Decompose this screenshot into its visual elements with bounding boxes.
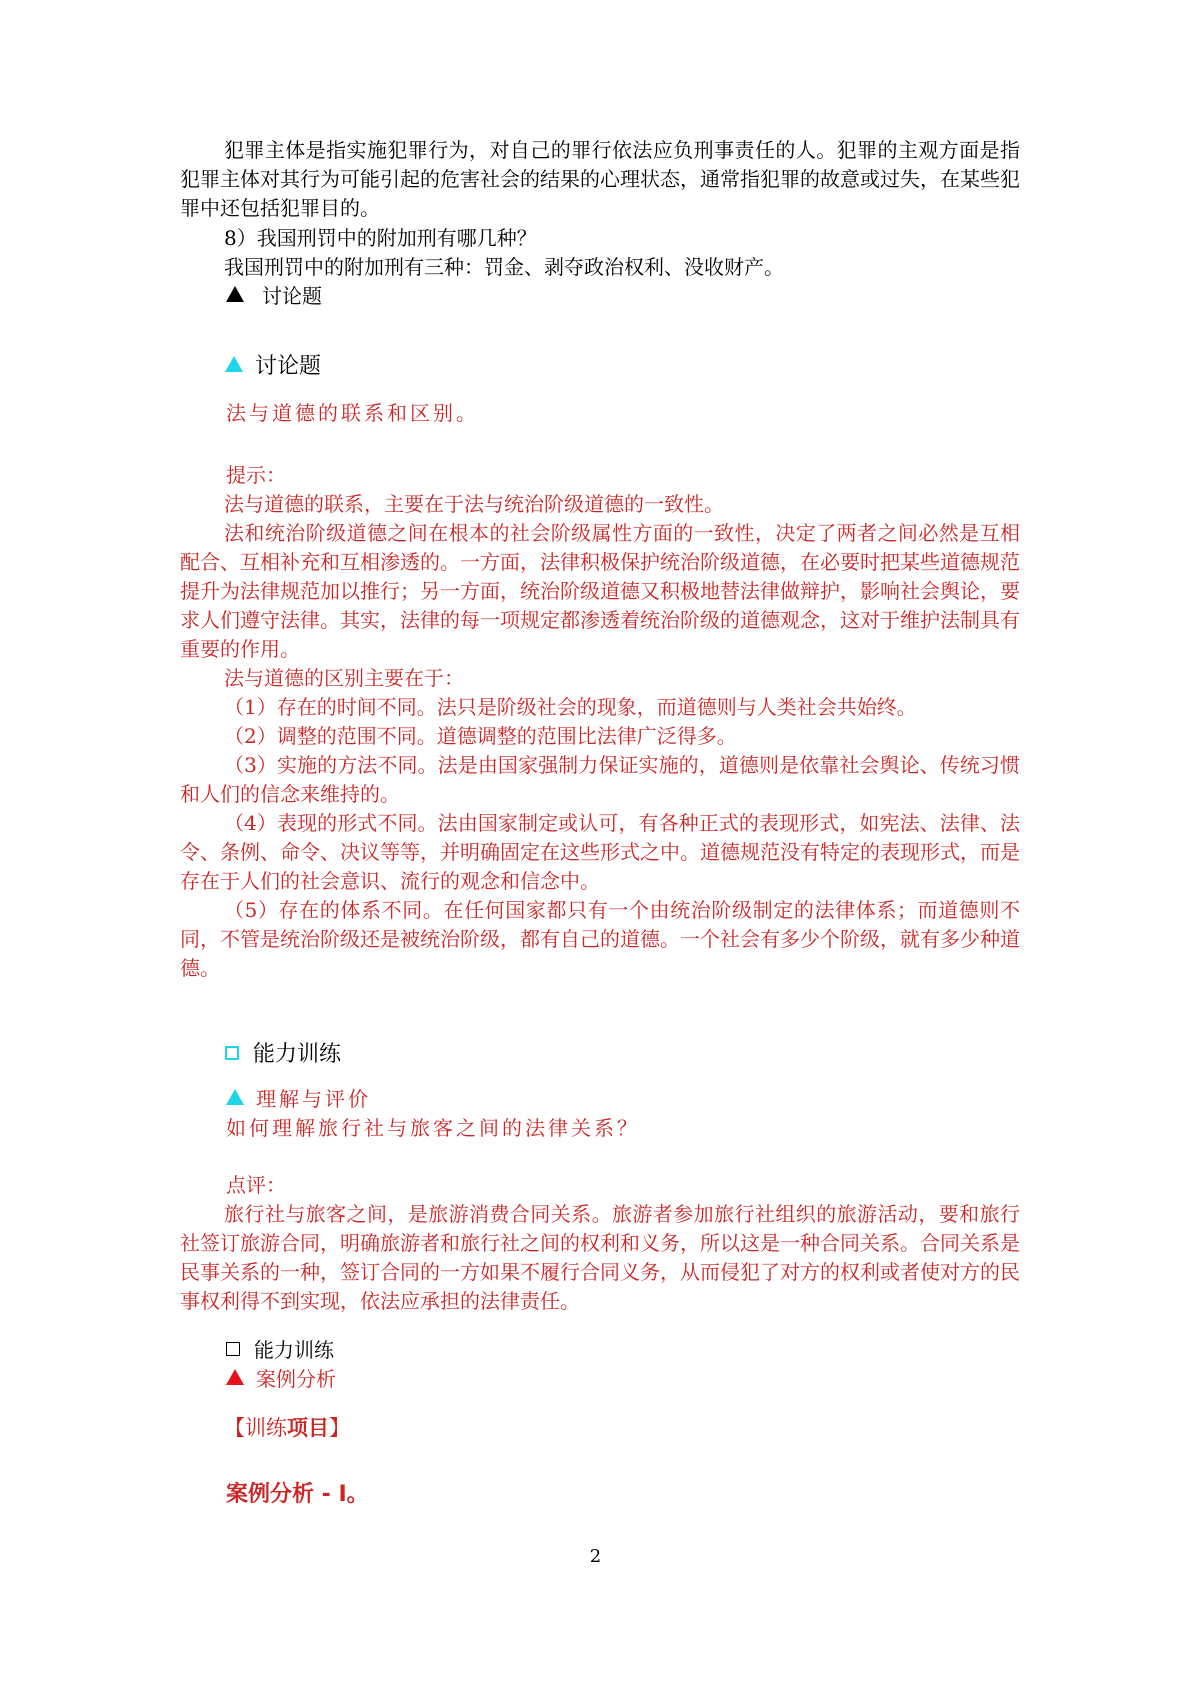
crime-subject-paragraph: 犯罪主体是指实施犯罪行为，对自己的罪行依法应负刑事责任的人。犯罪的主观方面是指犯罪主体对其行为可能引起的危害社会的结果的心理状态，通常指犯罪的故意或过失，在某些犯罪中还包括犯罪目的。 [180, 138, 1020, 220]
difference-item: （3）实施的方法不同。法是由国家强制力保证实施的，道德则是依靠社会舆论、传统习惯和人们的信念来维持的。 [180, 753, 1020, 806]
difference-item: （2）调整的范围不同。道德调整的范围比法律广泛得多。 [224, 724, 737, 748]
understanding-subheading [226, 1085, 371, 1114]
discussion-marker-label: 讨论题 [262, 284, 322, 308]
training-project-close: 】 [329, 1416, 350, 1440]
training-project-bold: 项目 [287, 1416, 329, 1440]
ability-training-heading-label: 能力训练 [253, 1042, 342, 1067]
ability-training-2-heading [226, 1336, 334, 1365]
travel-question: 如何理解旅行社与旅客之间的法律关系？ [226, 1116, 640, 1140]
ability-training-heading [225, 1040, 341, 1070]
red-triangle-icon [226, 1369, 244, 1385]
cyan-triangle-icon [225, 356, 243, 372]
discussion-heading [225, 352, 321, 382]
page-number: 2 [589, 1546, 602, 1567]
training-project-open: 【训练 [224, 1416, 287, 1440]
case-analysis-subheading [226, 1365, 336, 1394]
comment-label: 点评： [226, 1173, 286, 1197]
difference-intro: 法与道德的区别主要在于： [224, 666, 464, 690]
link-paragraph: 法和统治阶级道德之间在根本的社会阶级属性方面的一致性，决定了两者之间必然是互相配合、互相补充和互相渗透的。一方面，法律积极保护统治阶级道德，在必要时把某些道德规范提升为法律规范加以推行；另一方面，统治阶级道德又积极地替法律做辩护，影响社会舆论，要求人们遵守法律。其实，法律的每一项规定都渗透着统治阶级的道德观念，这对于维护法制具有重要的作用。 [180, 521, 1020, 661]
case-analysis-subheading-label: 案例分析 [256, 1367, 336, 1391]
answer-8: 我国刑罚中的附加刑有三种：罚金、剥夺政治权利、没收财产。 [224, 255, 784, 279]
comment-paragraph: 旅行社与旅客之间，是旅游消费合同关系。旅游者参加旅行社组织的旅游活动，要和旅行社签订旅游合同，明确旅游者和旅行社之间的权利和义务，所以这是一种合同关系。合同关系是民事关系的一种，签订合同的一方如果不履行合同义务，从而侵犯了对方的权利或者使对方的民事权利得不到实现，依法应承担的法律责任。 [180, 1202, 1020, 1313]
black-square-icon [226, 1342, 240, 1356]
link-summary: 法与道德的联系，主要在于法与统治阶级道德的一致性。 [224, 492, 724, 516]
hint-label: 提示： [226, 463, 286, 487]
training-project-label [224, 1414, 350, 1443]
case-title: 案例分析 - I。 [226, 1482, 369, 1507]
cyan-triangle-icon [226, 1089, 244, 1105]
difference-item: （5）存在的体系不同。在任何国家都只有一个由统治阶级制定的法律体系；而道德则不同，不管是统治阶级还是被统治阶级，都有自己的道德。一个社会有多少个阶级，就有多少种道德。 [180, 898, 1020, 980]
question-8: 8）我国刑罚中的附加刑有哪几种？ [224, 226, 537, 250]
understanding-subheading-label: 理解与评价 [256, 1087, 371, 1111]
difference-item: （1）存在的时间不同。法只是阶级社会的现象，而道德则与人类社会共始终。 [224, 695, 917, 719]
cyan-square-icon [225, 1046, 239, 1060]
difference-item: （4）表现的形式不同。法由国家制定或认可，有各种正式的表现形式，如宪法、法律、法令、条例、命令、决议等等，并明确固定在这些形式之中。道德规范没有特定的表现形式，而是存在于人们的社会意识、流行的观念和信念中。 [180, 811, 1020, 893]
discussion-heading-label: 讨论题 [255, 354, 322, 379]
ability-training-2-heading-label: 能力训练 [254, 1338, 334, 1362]
black-triangle-icon [226, 286, 244, 302]
discussion-question: 法与道德的联系和区别。 [226, 401, 479, 425]
discussion-marker [226, 282, 322, 311]
